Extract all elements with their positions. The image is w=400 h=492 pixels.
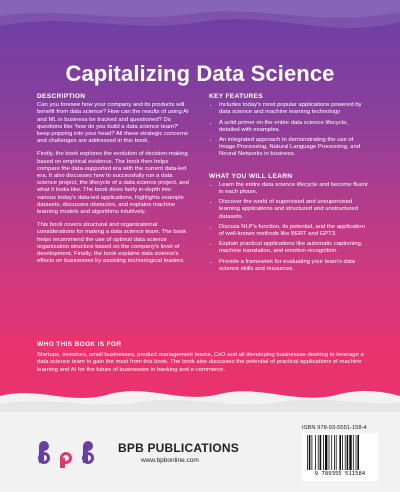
description-paragraph: Can you foresee how your company and its products will benefit from data science? How can the results of using AI and ML in business be tracked and questioned? Do questions like 'how do you build a data science team?' keep popping into your head? All these strategic concerns and challenges are addressed in this book. [37, 102, 189, 145]
barcode-bar [320, 435, 322, 470]
barcode-bar [307, 435, 308, 470]
barcode-bar [342, 435, 343, 470]
barcode-bar [331, 435, 332, 470]
barcode-bar [318, 435, 319, 470]
barcode-bar [334, 435, 335, 470]
barcode-bars [306, 435, 374, 471]
barcode-bar [347, 435, 349, 470]
who-text: Startups, investors, small businesses, product management teams, CxO and all developing businesses desiring to leverage a data science team to gain the most from this book. The book also discusses the potential of practical applications of machine learning and AI for the future of businesses in banking and e-commerce. [37, 352, 364, 373]
isbn-barcode [302, 433, 378, 481]
learn-item: • Provide a framework for evaluating your team's data science skills and resources. [219, 259, 369, 273]
barcode-bar [339, 435, 341, 470]
who-heading: WHO THIS BOOK IS FOR [37, 341, 122, 348]
barcode-bar [357, 435, 359, 470]
barcode-bar [325, 435, 327, 470]
isbn-label: ISBN 978-93-5551-158-4 [302, 425, 367, 431]
key-feature-item: • A solid primer on the entire data science lifecycle, detailed with examples. [219, 120, 369, 134]
learn-item: • Discover the world of supervised and unsupervised learning applications and structured and unstructured datasets. [219, 199, 369, 221]
description-section [37, 93, 190, 271]
barcode-bar [323, 435, 324, 470]
learn-item: • Learn the entire data science lifecycle and become fluent in each phase. [219, 182, 369, 196]
key-feature-item: • An integrated approach to demonstrating the use of Image Processing, Natural Language Processing, and Neural Networks in business. [219, 137, 369, 159]
key-features-heading: KEY FEATURES [209, 93, 263, 100]
barcode-bar [349, 435, 351, 470]
publisher-name: BPB PUBLICATIONS [118, 441, 239, 455]
learn-item: • Explain practical applications like automatic captioning, machine translation, and emotion recognition. [219, 241, 369, 255]
description-paragraph: Firstly, the book explores the evolution of decision-making based on empirical evidence. The book then helps compare the data-supported era with the current data-led era. It also discusses how to successfully run a data science project, the lifecycle of a data science project, and what it looks like. The book dives fairly in-depth into various today's data-led applications, highlights example datasets, discusses obstacles, and explains machine learning models and algorithms intuitively. [37, 151, 189, 216]
bottom-wave-decoration [0, 382, 400, 412]
publisher-url: www.bpbonline.com [141, 457, 199, 464]
learn-item: • Discuss NLP's function, its potential, and the application of well-known methods like BERT and GPT3. [219, 224, 369, 238]
barcode-bar [336, 435, 337, 470]
barcode-digits: 9 789355 511584 [314, 471, 366, 477]
barcode-bar [345, 435, 346, 470]
features-column [209, 93, 369, 281]
top-wave-decoration [0, 0, 400, 60]
description-heading: DESCRIPTION [37, 93, 86, 100]
barcode-bar [315, 435, 316, 470]
barcode-bar [356, 435, 357, 470]
learn-list [209, 182, 369, 273]
description-paragraph: This book covers structural and organizational considerations for making a data science team. The book helps recommend the use of optimal data science organization structure based on the company's level of development. Finally, the book explains data science's effects on businesses by assisting technological leaders. [37, 222, 187, 265]
barcode-bar [309, 435, 311, 470]
learn-heading: WHAT YOU WILL LEARN [209, 172, 293, 180]
barcode-bar [353, 435, 354, 470]
key-feature-item: • Includes today's most popular applications powered by data science and machine learning technology [219, 102, 369, 116]
barcode-bar [312, 435, 313, 470]
key-features-list [209, 102, 369, 158]
book-title: Capitalizing Data Science [65, 61, 335, 86]
barcode-bar [329, 435, 330, 470]
bpb-logo-icon [38, 440, 112, 468]
